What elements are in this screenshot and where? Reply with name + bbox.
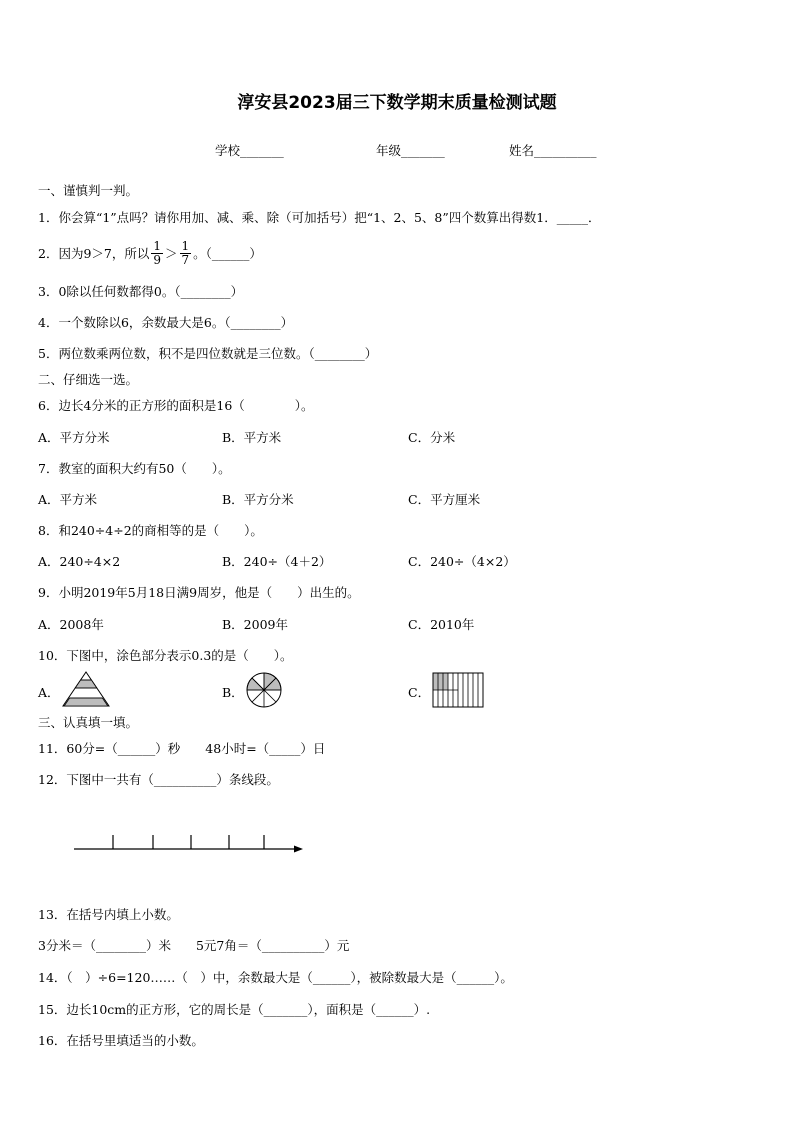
- q9-option-b[interactable]: B．2009年: [222, 617, 288, 632]
- q7-option-a[interactable]: A．平方米: [38, 492, 98, 507]
- fraction-1-7: [180, 240, 192, 267]
- question-15: 15．边长10cm的正方形，它的周长是（_______），面积是（______）.: [38, 1002, 431, 1017]
- q9-option-c[interactable]: C．2010年: [408, 617, 475, 632]
- name-field: [509, 141, 597, 159]
- question-3: 3．0除以任何数都得0。（________）: [38, 284, 244, 299]
- q6-option-a[interactable]: A．平方分米: [38, 430, 110, 445]
- question-1: 1．你会算“1”点吗？请你用加、减、乘、除（可加括号）把“1、2、5、8”四个数算出得数1．_____．: [38, 210, 601, 225]
- question-7: 7．教室的面积大约有50（ ）。: [38, 461, 231, 476]
- q2-post: 。（______）: [193, 246, 262, 261]
- question-11: 11．60分=（______）秒 48小时=（_____）日: [38, 741, 326, 756]
- question-2: [38, 235, 262, 271]
- grade-blank[interactable]: _______: [401, 143, 445, 158]
- section-3-heading: 三、认真填一填。: [38, 715, 139, 730]
- page-title: 淳安县2023届三下数学期末质量检测试题: [237, 93, 557, 113]
- q8-option-b[interactable]: B．240÷（4＋2）: [222, 554, 332, 569]
- q8-option-c[interactable]: C．240÷（4×2）: [408, 554, 516, 569]
- q2-pre: 2．因为9＞7，所以: [38, 246, 150, 261]
- shaded-circle-figure: [245, 671, 283, 709]
- question-13: 13．在括号内填上小数。: [38, 907, 179, 922]
- q2-gt: ＞: [165, 246, 178, 261]
- question-14: 14．（ ）÷6=120……（ ）中，余数最大是（______），被除数最大是（______）。: [38, 970, 513, 985]
- shaded-grid-figure: [432, 672, 484, 708]
- q9-option-a[interactable]: A．2008年: [38, 617, 104, 632]
- school-blank[interactable]: _______: [240, 143, 284, 158]
- school-label: 学校: [215, 143, 241, 158]
- line-segment-figure: [72, 830, 308, 856]
- q10-option-b[interactable]: B．: [222, 685, 244, 700]
- q2-frac1-den: 9: [153, 252, 161, 267]
- q10-option-a[interactable]: A．: [38, 685, 60, 700]
- question-4: 4．一个数除以6，余数最大是6。（________）: [38, 315, 294, 330]
- fraction-1-9: [151, 240, 163, 267]
- q8-option-a[interactable]: A．240÷4×2: [38, 554, 121, 569]
- name-blank[interactable]: __________: [534, 143, 597, 158]
- question-10: 10．下图中，涂色部分表示0.3的是（ ）。: [38, 648, 293, 663]
- section-1-heading: 一、谨慎判一判。: [38, 183, 139, 198]
- question-12: 12．下图中一共有（__________）条线段。: [38, 772, 279, 787]
- grade-field: [376, 141, 445, 159]
- question-9: 9．小明2019年5月18日满9周岁，他是（ ）出生的。: [38, 585, 360, 600]
- q2-frac2-num: 1: [181, 238, 190, 253]
- q7-option-c[interactable]: C．平方厘米: [408, 492, 481, 507]
- name-label: 姓名: [509, 143, 535, 158]
- q2-frac2-den: 7: [181, 252, 190, 267]
- question-13-blanks: 3分米＝（________）米 5元7角＝（__________）元: [38, 938, 350, 953]
- shaded-triangle-figure: [60, 670, 112, 708]
- question-8: 8．和240÷4÷2的商相等的是（ ）。: [38, 523, 263, 538]
- q2-frac1-num: 1: [153, 238, 161, 253]
- grade-label: 年级: [376, 143, 402, 158]
- q6-option-b[interactable]: B．平方米: [222, 430, 282, 445]
- section-2-heading: 二、仔细选一选。: [38, 372, 139, 387]
- q6-option-c[interactable]: C．分米: [408, 430, 456, 445]
- question-16: 16．在括号里填适当的小数。: [38, 1033, 204, 1048]
- q10-option-c[interactable]: C．: [408, 685, 431, 700]
- q7-option-b[interactable]: B．平方分米: [222, 492, 294, 507]
- question-6: 6．边长4分米的正方形的面积是16（ ）。: [38, 398, 314, 413]
- question-5: 5．两位数乘两位数，积不是四位数就是三位数。（________）: [38, 346, 378, 361]
- school-field: [215, 141, 284, 159]
